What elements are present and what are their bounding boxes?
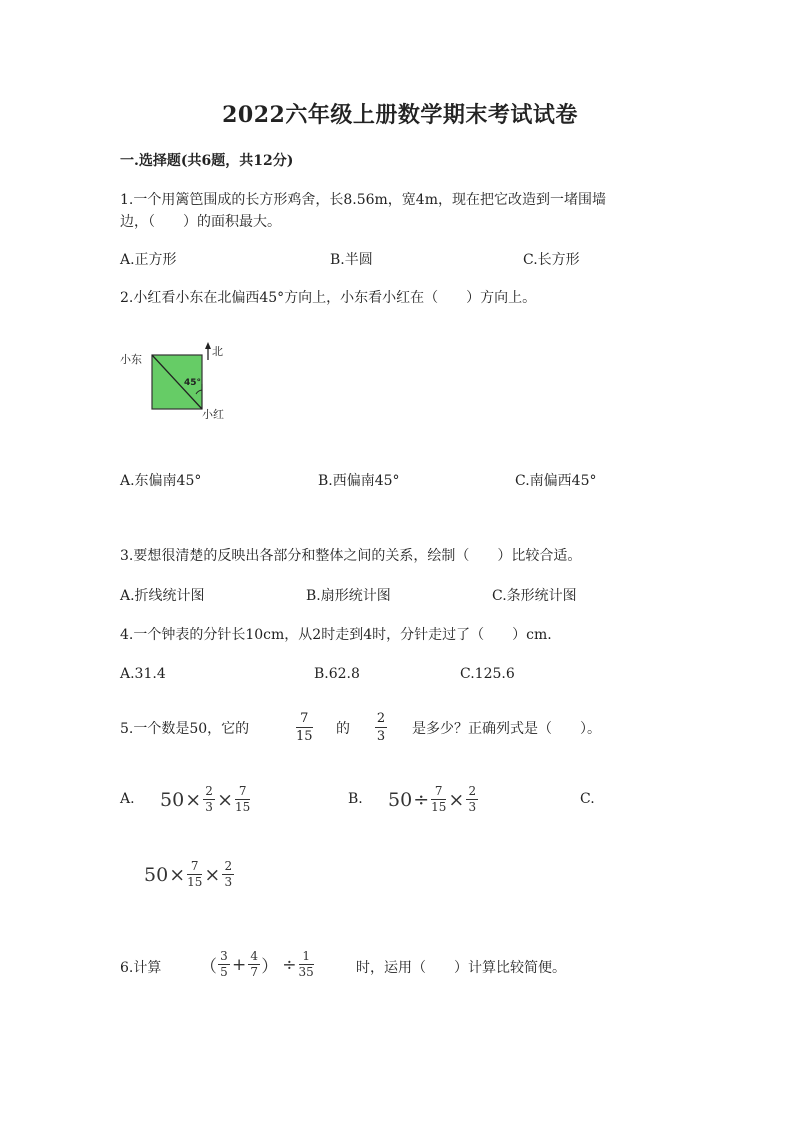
q5-text-pre: 5.一个数是50，它的	[120, 721, 250, 737]
q1-text-line2: 边，（ ）的面积最大。	[120, 214, 281, 230]
q5-option-a-expr[interactable]	[160, 785, 251, 814]
fraction-numerator: 2	[468, 784, 477, 798]
q5-fraction-7-15	[296, 711, 313, 744]
expr-operator: ×	[204, 863, 221, 886]
q3-option-c[interactable]: C.条形统计图	[492, 588, 577, 604]
q5-text-mid: 的	[336, 721, 350, 737]
expr-operator: ×	[448, 788, 465, 811]
q2-option-b[interactable]: B.西偏南45°	[318, 473, 400, 489]
q3-option-a[interactable]: A.折线统计图	[120, 588, 205, 604]
q3-text: 3.要想很清楚的反映出各部分和整体之间的关系，绘制（ ）比较合适。	[120, 548, 582, 564]
expr-fraction	[431, 785, 446, 814]
q5-fraction-2-3	[375, 711, 387, 744]
label-xiaohong: 小红	[202, 408, 224, 421]
fraction-numerator: 7	[300, 711, 309, 726]
fraction-denominator: 15	[431, 800, 447, 814]
q1-option-a[interactable]: A.正方形	[120, 252, 177, 268]
q2-text: 2.小红看小东在北偏西45°方向上，小东看小红在（ ）方向上。	[120, 290, 537, 306]
q5-option-c-label[interactable]: C.	[580, 791, 595, 807]
expr-right-paren: ）	[261, 957, 279, 977]
fraction-bar	[296, 727, 313, 728]
fraction-denominator: 3	[224, 875, 233, 889]
q1-option-b[interactable]: B.半圆	[330, 252, 373, 268]
q6-expression	[200, 950, 315, 979]
expr-number: 50	[160, 788, 185, 811]
fraction-denominator: 5	[220, 965, 228, 979]
q2-option-c[interactable]: C.南偏西45°	[515, 473, 597, 489]
q5-option-b-label[interactable]: B.	[348, 791, 363, 807]
expr-fraction	[299, 950, 314, 979]
expr-left-paren: （	[200, 957, 217, 977]
label-angle: 45°	[184, 378, 202, 388]
page-title: 2022六年级上册数学期末考试试卷	[222, 102, 578, 128]
north-arrow-head	[205, 342, 211, 349]
expr-operator: +	[232, 954, 247, 975]
expr-fraction	[218, 950, 230, 979]
fraction-denominator: 3	[468, 800, 477, 814]
expr-fraction	[187, 860, 202, 889]
q4-option-c[interactable]: C.125.6	[460, 666, 515, 682]
fraction-denominator: 3	[205, 800, 213, 814]
fraction-bar	[375, 727, 387, 728]
fraction-numerator: 2	[205, 784, 213, 798]
label-north: 北	[212, 345, 223, 358]
expr-operator: ×	[217, 788, 234, 811]
q4-option-b[interactable]: B.62.8	[314, 666, 360, 682]
expr-operator: ×	[185, 788, 202, 811]
q5-text-post: 是多少？正确列式是（ ）。	[412, 721, 601, 737]
fraction-denominator: 35	[298, 965, 314, 979]
q2-option-a[interactable]: A.东偏南45°	[120, 473, 202, 489]
expr-operator: ÷	[282, 954, 297, 975]
fraction-numerator: 1	[302, 949, 310, 963]
expr-number: 50	[388, 788, 413, 811]
fraction-denominator: 15	[187, 875, 203, 889]
q5-option-a-label[interactable]: A.	[120, 791, 135, 807]
q5-option-c-expr[interactable]	[144, 860, 235, 889]
q3-option-b[interactable]: B.扇形统计图	[306, 588, 391, 604]
fraction-denominator: 15	[296, 729, 313, 744]
fraction-denominator: 7	[250, 965, 259, 979]
expr-operator: ×	[169, 863, 186, 886]
fraction-denominator: 3	[376, 729, 386, 744]
expr-fraction	[235, 785, 250, 814]
fraction-numerator: 2	[224, 859, 233, 873]
q6-text-pre: 6.计算	[120, 960, 162, 976]
label-xiaodong: 小东	[120, 353, 142, 366]
direction-diagram	[118, 340, 248, 430]
q1-text-line1: 1.一个用篱笆围成的长方形鸡舍，长8.56m，宽4m，现在把它改造到一堵围墙	[120, 192, 606, 208]
q4-text: 4.一个钟表的分针长10cm，从2时走到4时，分针走过了（ ）cm.	[120, 627, 552, 643]
q6-text-post: 时，运用（ ）计算比较简便。	[356, 960, 566, 976]
section-heading: 一.选择题(共6题，共12分)	[120, 153, 294, 169]
fraction-numerator: 7	[190, 859, 199, 873]
fraction-numerator: 4	[250, 949, 259, 963]
expr-number: 50	[144, 863, 169, 886]
q5-option-b-expr[interactable]	[388, 785, 479, 814]
expr-fraction	[248, 950, 260, 979]
q1-option-c[interactable]: C.长方形	[523, 252, 580, 268]
expr-fraction	[222, 860, 234, 889]
q4-option-a[interactable]: A.31.4	[120, 666, 166, 682]
expr-fraction	[203, 785, 215, 814]
fraction-denominator: 15	[235, 800, 251, 814]
fraction-numerator: 7	[238, 784, 247, 798]
expr-operator: ÷	[413, 788, 430, 811]
fraction-numerator: 3	[220, 949, 228, 963]
fraction-numerator: 7	[434, 784, 443, 798]
expr-fraction	[466, 785, 478, 814]
fraction-numerator: 2	[376, 711, 386, 726]
